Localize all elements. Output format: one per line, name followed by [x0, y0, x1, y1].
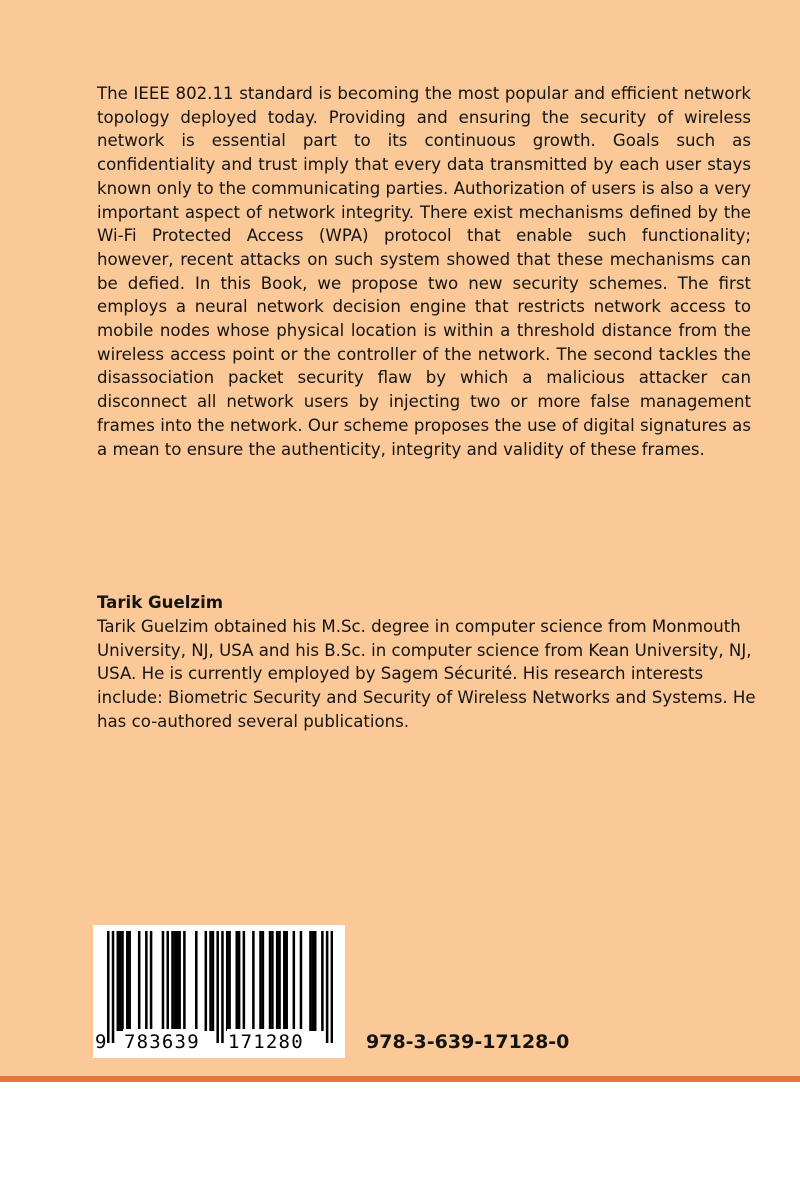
- book-blurb: The IEEE 802.11 standard is becoming the most popular and efficient network topology deployed today. Providing and ensuring the security of wireless network is essential part to its continuous growth. Goals such as confidentiality and trust imply that every data transmitted by each user stays known only to the communicating parties. Authorization of users is also a very important aspect of network integrity. There exist mechanisms defined by the Wi-Fi Protected Access (WPA) protocol that enable such functionality; however, recent attacks on such system showed that these mechanisms can be defied. In this Book, we propose two new security schemes. The first employs a neural network decision engine that restricts network access to mobile nodes whose physical location is within a threshold distance from the wireless access point or the controller of the network. The second tackles the disassociation packet security flaw by which a malicious attacker can disconnect all network users by injecting two or more false management frames into the network. Our scheme proposes the use of digital signatures as a mean to ensure the authenticity, integrity and validity of these frames.: [97, 84, 751, 459]
- barcode-bar: [195, 931, 198, 1031]
- barcode-bar: [117, 931, 120, 1031]
- barcode-bar: [331, 931, 333, 1043]
- barcode-bar: [314, 931, 317, 1031]
- barcode-bar: [243, 931, 246, 1031]
- barcode-bar: [178, 931, 181, 1031]
- barcode-bar: [300, 931, 303, 1031]
- barcode-bar: [262, 931, 265, 1031]
- author-name: Tarik Guelzim: [97, 593, 224, 612]
- barcode-bar: [166, 931, 169, 1031]
- bottom-margin: [0, 1082, 800, 1200]
- isbn-number: 978-3-639-17128-0: [366, 1031, 570, 1053]
- barcode-bar: [235, 931, 238, 1031]
- barcode: [93, 925, 345, 1058]
- barcode-bar: [221, 931, 224, 1043]
- barcode-bar: [252, 931, 255, 1031]
- barcode-bar: [259, 931, 262, 1031]
- barcode-bar: [112, 931, 115, 1043]
- barcode-bar: [162, 931, 165, 1031]
- barcode-bar: [138, 931, 141, 1031]
- barcode-bar: [293, 931, 296, 1031]
- barcode-left-digits: 783639: [124, 1031, 200, 1053]
- barcode-bar: [309, 931, 312, 1031]
- barcode-bar: [216, 931, 219, 1043]
- author-bio: Tarik Guelzim obtained his M.Sc. degree in computer science from Monmouth University, NJ, USA and his B.Sc. in computer science from Kean University, NJ, USA. He is currently employed by Sagem Sécurité. His research interests include: Biometric Security and Security of Wireless Networks and Systems. He has co-authored several publications.: [97, 617, 756, 731]
- barcode-bar: [212, 931, 215, 1031]
- barcode-bar: [150, 931, 153, 1031]
- barcode-bar: [285, 931, 288, 1031]
- barcode-bar: [126, 931, 129, 1031]
- barcode-bar: [145, 931, 148, 1031]
- barcode-bar: [269, 931, 272, 1031]
- barcode-bar: [107, 931, 110, 1043]
- barcode-bar: [238, 931, 241, 1031]
- barcode-bar: [121, 931, 124, 1031]
- barcode-bar: [283, 931, 286, 1031]
- barcode-bar: [312, 931, 315, 1031]
- barcode-bar: [183, 931, 186, 1031]
- barcode-bar: [128, 931, 131, 1031]
- barcode-bar: [171, 931, 174, 1031]
- barcode-lead-digit: 9: [95, 1031, 107, 1053]
- barcode-bar: [205, 931, 208, 1031]
- barcode-bar: [278, 931, 281, 1031]
- barcode-bar: [209, 931, 212, 1031]
- barcode-bar: [321, 931, 324, 1031]
- barcode-right-digits: 171280: [228, 1031, 304, 1053]
- barcode-bars-graphic: [107, 931, 333, 1043]
- barcode-bar: [228, 931, 231, 1031]
- barcode-bar: [226, 931, 229, 1031]
- barcode-bar: [271, 931, 274, 1031]
- barcode-bar: [276, 931, 279, 1031]
- barcode-bar: [174, 931, 177, 1031]
- barcode-digits: [93, 1029, 345, 1055]
- barcode-bar: [119, 931, 122, 1031]
- barcode-bar: [176, 931, 179, 1031]
- barcode-bar: [326, 931, 329, 1043]
